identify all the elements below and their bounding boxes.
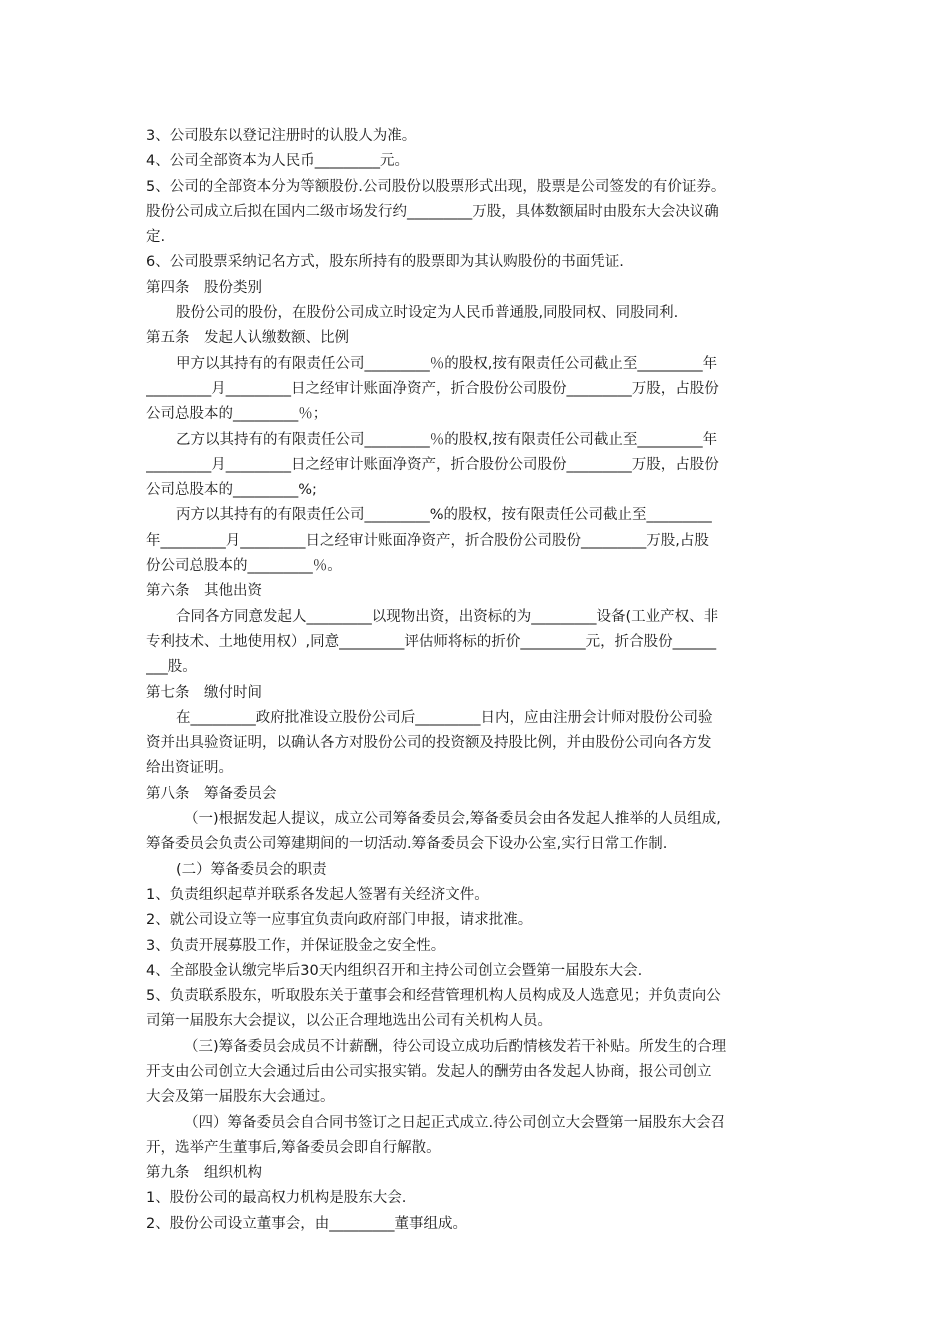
text-line: 第七条 缴付时间 <box>146 684 262 701</box>
text-line: 丙方以其持有的有限责任公司_________%的股权，按有限责任公司截止至_________ <box>176 507 712 524</box>
text-line: 1、股份公司的最高权力机构是股东大会. <box>146 1190 407 1207</box>
text-line: _________月_________日之经审计账面净资产，折合股份公司股份_________万股，占股份 <box>146 456 719 473</box>
text-line: 资并出具验资证明，以确认各方对股份公司的投资额及持股比例，并由股份公司向各方发 <box>146 735 712 752</box>
text-line: 3、负责开展募股工作，并保证股金之安全性。 <box>146 937 446 954</box>
text-line: 筹备委员会负责公司筹建期间的一切活动.筹备委员会下设办公室,实行日常工作制. <box>146 836 668 853</box>
text-line: 年_________月_________日之经审计账面净资产，折合股份公司股份_________万股,占股 <box>146 532 709 549</box>
text-line: （一)根据发起人提议，成立公司筹备委员会,筹备委员会由各发起人推举的人员组成, <box>184 811 721 828</box>
text-line: 2、就公司设立等一应事宜负责向政府部门申报，请求批准。 <box>146 912 533 929</box>
text-line: 给出资证明。 <box>146 760 233 777</box>
text-line: 3、公司股东以登记注册时的认股人为准。 <box>146 128 417 144</box>
text-line: 第四条 股份类别 <box>146 279 262 296</box>
text-line: 合同各方同意发起人_________以现物出资，出资标的为_________设备(工业产权、非 <box>176 608 719 625</box>
text-line: 第八条 筹备委员会 <box>146 785 277 802</box>
text-line: 1、负责组织起草并联系各发起人签署有关经济文件。 <box>146 886 489 903</box>
text-line: 第五条 发起人认缴数额、比例 <box>146 330 349 347</box>
text-line: 2、股份公司设立董事会，由_________董事组成。 <box>146 1215 467 1232</box>
text-line: 4、公司全部资本为人民币_________元。 <box>146 153 409 170</box>
text-line: 专利技术、土地使用权）,同意_________评估师将标的折价_________元，折合股份______ <box>146 633 717 650</box>
text-line: 在_________政府批准设立股份公司后_________日内，应由注册会计师对股份公司验 <box>176 709 713 726</box>
text-line: 公司总股本的_________％； <box>146 406 328 423</box>
text-line: 第六条 其他出资 <box>146 583 262 600</box>
text-line: 股份公司的股份，在股份公司成立时设定为人民币普通股,同股同权、同股同利. <box>176 305 679 322</box>
text-line: 乙方以其持有的有限责任公司_________％的股权,按有限责任公司截止至_________年 <box>176 431 718 448</box>
document-page <box>146 124 812 1237</box>
text-line: （三)筹备委员会成员不计薪酬，待公司设立成功后酌情核发若干补贴。所发生的合理 <box>184 1038 727 1055</box>
text-line: 司第一届股东大会提议，以公正合理地选出公司有关机构人员。 <box>146 1013 552 1030</box>
text-line: 开，选举产生董事后,筹备委员会即自行解散。 <box>146 1139 441 1156</box>
text-line: 第九条 组织机构 <box>146 1165 262 1182</box>
text-line: 公司总股本的_________%; <box>146 482 317 499</box>
text-line: ___股。 <box>146 659 197 676</box>
text-line: 大会及第一届股东大会通过。 <box>146 1089 335 1106</box>
text-line: (二）筹备委员会的职责 <box>176 861 327 878</box>
text-line: 甲方以其持有的有限责任公司_________％的股权,按有限责任公司截止至_________年 <box>176 355 718 372</box>
text-line: 定. <box>146 229 166 246</box>
text-line: 份公司总股本的_________％。 <box>146 558 342 575</box>
text-line: _________月_________日之经审计账面净资产，折合股份公司股份_________万股，占股份 <box>146 380 719 397</box>
text-line: 6、公司股票采纳记名方式，股东所持有的股票即为其认购股份的书面凭证. <box>146 254 624 271</box>
text-line: 股份公司成立后拟在国内二级市场发行约_________万股，具体数额届时由股东大会决议确 <box>146 203 719 220</box>
text-line: 开支由公司创立大会通过后由公司实报实销。发起人的酬劳由各发起人协商，报公司创立 <box>146 1063 712 1080</box>
text-line: 4、全部股金认缴完毕后30天内组织召开和主持公司创立会暨第一届股东大会. <box>146 962 643 979</box>
text-line: （四）筹备委员会自合同书签订之日起正式成立.待公司创立大会暨第一届股东大会召 <box>184 1114 726 1131</box>
text-line: 5、公司的全部资本分为等额股份.公司股份以股票形式出现，股票是公司签发的有价证券。 <box>146 178 726 195</box>
text-line: 5、负责联系股东，听取股东关于董事会和经营管理机构人员构成及人选意见；并负责向公 <box>146 988 721 1005</box>
